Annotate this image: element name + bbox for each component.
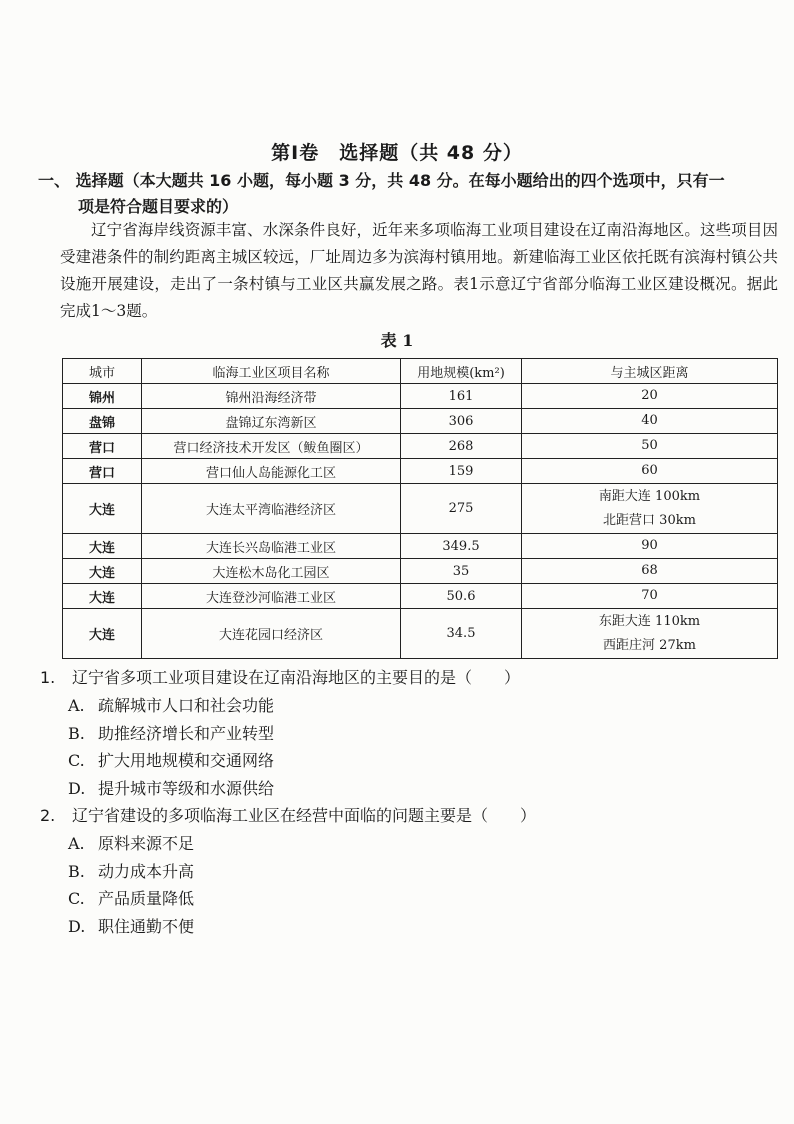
table-row: [63, 559, 778, 584]
table-row: [63, 409, 778, 434]
cell-land-area: 159: [401, 459, 522, 484]
distance-text: 60: [641, 463, 658, 478]
industrial-zone-table: [62, 358, 778, 659]
distance-text: 90: [641, 538, 658, 553]
cell-city: 大连: [63, 534, 142, 559]
table-row: [63, 384, 778, 409]
option-a[interactable]: [40, 692, 780, 720]
option-letter: D.: [68, 916, 86, 936]
option-letter: C.: [68, 751, 85, 770]
option-c[interactable]: [40, 747, 780, 775]
cell-city: 大连: [63, 609, 142, 659]
option-letter: D.: [68, 778, 86, 798]
question-text: 辽宁省建设的多项临海工业区在经营中面临的问题主要是（ ）: [72, 806, 537, 825]
table-row: [63, 434, 778, 459]
cell-distance: [522, 434, 778, 459]
option-letter: B.: [68, 723, 85, 743]
cell-distance: [522, 459, 778, 484]
question-1: [40, 664, 780, 802]
table-row: [63, 459, 778, 484]
cell-land-area: 275: [401, 484, 522, 534]
distance-text: 北距营口 30km: [603, 512, 696, 528]
cell-project-name: 大连太平湾临港经济区: [142, 484, 401, 534]
cell-distance: [522, 609, 778, 659]
question-stem: [40, 664, 780, 692]
cell-land-area: 306: [401, 409, 522, 434]
cell-city: 营口: [63, 434, 142, 459]
option-text: 职住通勤不便: [98, 916, 195, 936]
cell-land-area: 50.6: [401, 584, 522, 609]
cell-city: 锦州: [63, 384, 142, 409]
distance-text: 20: [641, 388, 658, 403]
option-text: 扩大用地规模和交通网络: [98, 751, 275, 770]
option-b[interactable]: [40, 720, 780, 748]
option-b[interactable]: [40, 858, 780, 886]
cell-project-name: 大连花园口经济区: [142, 609, 401, 659]
table-row: [63, 609, 778, 659]
intro-passage: [60, 217, 778, 325]
section-heading: [38, 168, 778, 220]
cell-project-name: 大连松木岛化工园区: [142, 559, 401, 584]
cell-city: 营口: [63, 459, 142, 484]
cell-city: 大连: [63, 559, 142, 584]
table-caption: 表 1: [380, 331, 414, 350]
cell-distance: [522, 384, 778, 409]
cell-project-name: 盘锦辽东湾新区: [142, 409, 401, 434]
cell-city: 大连: [63, 484, 142, 534]
option-text: 产品质量降低: [98, 889, 195, 908]
cell-project-name: 大连长兴岛临港工业区: [142, 534, 401, 559]
question-number: 1.: [40, 668, 56, 687]
table-row: [63, 534, 778, 559]
option-text: 提升城市等级和水源供给: [98, 778, 275, 798]
option-letter: A.: [68, 696, 85, 715]
table-row: [63, 584, 778, 609]
table-row: [63, 484, 778, 534]
cell-land-area: 34.5: [401, 609, 522, 659]
cell-land-area: 35: [401, 559, 522, 584]
cell-distance: [522, 584, 778, 609]
cell-distance: [522, 559, 778, 584]
cell-city: 盘锦: [63, 409, 142, 434]
cell-city: 大连: [63, 584, 142, 609]
question-list: [40, 664, 780, 940]
option-d[interactable]: [40, 913, 780, 941]
distance-text: 50: [641, 438, 658, 453]
cell-distance: [522, 484, 778, 534]
cell-project-name: 营口经济技术开发区（鲅鱼圈区）: [142, 434, 401, 459]
cell-project-name: 营口仙人岛能源化工区: [142, 459, 401, 484]
option-a[interactable]: [40, 830, 780, 858]
question-2: [40, 802, 780, 940]
option-text: 原料来源不足: [98, 834, 195, 853]
question-number: 2.: [40, 806, 56, 825]
distance-text: 70: [641, 588, 658, 603]
distance-text: 西距庄河 27km: [603, 637, 696, 653]
option-c[interactable]: [40, 885, 780, 913]
header-project-name: 临海工业区项目名称: [142, 359, 401, 384]
option-text: 动力成本升高: [98, 861, 195, 881]
cell-land-area: 161: [401, 384, 522, 409]
header-land-area: 用地规模(km²): [401, 359, 522, 384]
distance-text: 东距大连 110km: [598, 613, 701, 629]
distance-text: 68: [641, 563, 658, 578]
option-d[interactable]: [40, 775, 780, 803]
option-text: 助推经济增长和产业转型: [98, 723, 275, 743]
cell-land-area: 268: [401, 434, 522, 459]
header-city: 城市: [63, 359, 142, 384]
table-header-row: [63, 359, 778, 384]
distance-text: 40: [641, 413, 658, 428]
cell-project-name: 锦州沿海经济带: [142, 384, 401, 409]
option-text: 疏解城市人口和社会功能: [98, 696, 275, 715]
section-number: 一、: [38, 171, 71, 190]
question-text: 辽宁省多项工业项目建设在辽南沿海地区的主要目的是（ ）: [72, 668, 521, 687]
part-title: 第Ⅰ卷 选择题（共 48 分）: [271, 142, 523, 164]
intro-text: 辽宁省海岸线资源丰富、水深条件良好，近年来多项临海工业项目建设在辽南沿海地区。这些项目因受建港条件的制约距离主城区较远，厂址周边多为滨海村镇用地。新建临海工业区依托既有滨海村镇公共设施开展建设，走出了一条村镇与工业区共赢发展之路。表1示意辽宁省部分临海工业区建设概况。据此完成1～3题。: [60, 221, 778, 320]
cell-distance: [522, 534, 778, 559]
cell-land-area: 349.5: [401, 534, 522, 559]
option-letter: B.: [68, 861, 85, 881]
section-heading-line1: 选择题（本大题共 16 小题，每小题 3 分，共 48 分。在每小题给出的四个选项中，只有一: [75, 171, 725, 190]
cell-project-name: 大连登沙河临港工业区: [142, 584, 401, 609]
option-letter: A.: [68, 834, 85, 853]
option-letter: C.: [68, 889, 85, 908]
question-stem: [40, 802, 780, 830]
distance-text: 南距大连 100km: [598, 488, 701, 504]
section-heading-line2: 项是符合题目要求的）: [78, 197, 239, 216]
cell-distance: [522, 409, 778, 434]
header-distance: 与主城区距离: [522, 359, 778, 384]
